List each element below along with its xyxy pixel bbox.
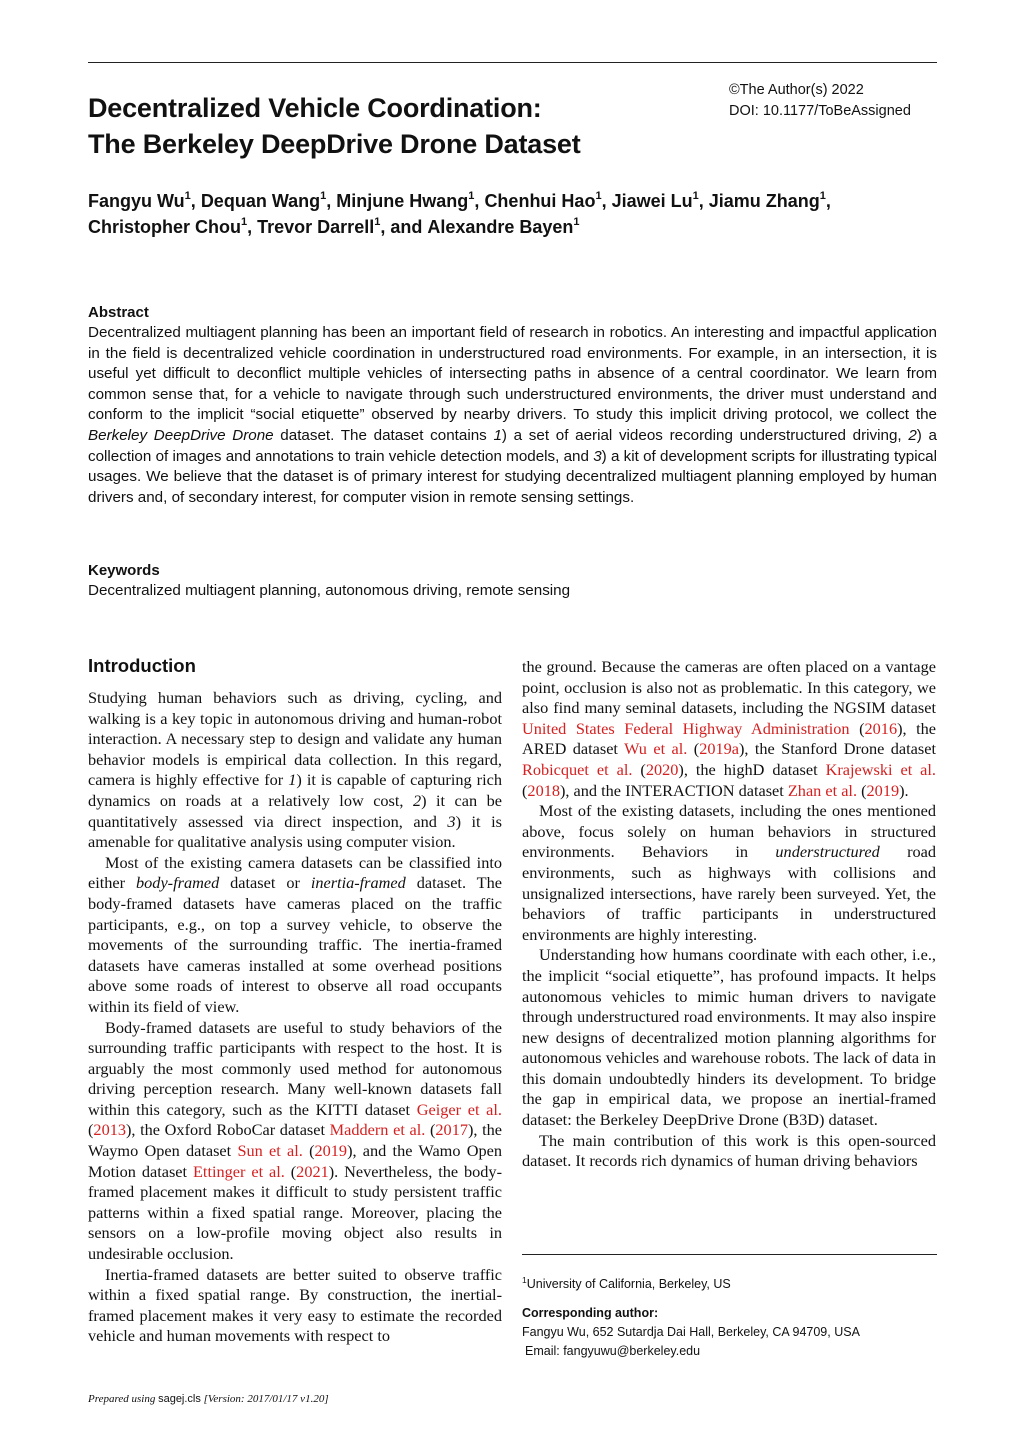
doi-text: DOI: 10.1177/ToBeAssigned [729, 103, 911, 119]
citation-year-link[interactable]: 2016 [864, 718, 898, 738]
citation-year-link[interactable]: 2017 [435, 1120, 468, 1140]
citation-link[interactable]: Krajewski et al. [825, 759, 937, 779]
paragraph: Body-framed datasets are useful to study behaviors of the surrounding traffic participants with respect to the host. It is arguably the most commonly used method for autonomous driving perception research. Many well-known datasets fall within this category, such as the KITTI dataset Geiger et al. (2013), the Oxford RoboCar dataset Maddern et al. (2017), the Waymo Open dataset Sun et al. (2019), and the Wamo Open Motion dataset Ettinger et al. (2021). Nevertheless, the body-framed placement makes it difficult to study persistent traffic patterns within a fixed spatial range. Moreover, placing the sensors on a low-profile moving object also results in undesirable occlusion. [88, 1017, 503, 1264]
right-column [522, 657, 936, 1172]
citation-year-link[interactable]: 2020 [645, 759, 679, 779]
abstract-heading: Abstract [88, 304, 149, 321]
paragraph: Understanding how humans coordinate with each other, i.e., the implicit “social etiquette”, has profound impacts. It helps autonomous vehicles to mimic human drivers to navigate through understructured road environments. It may also inspire new designs of decentralized motion planning algorithms for autonomous vehicles and warehouse robots. The lack of data in this domain undoubtedly hinders its development. To bridge the gap in empirical data, we propose an inertial-framed dataset: the Berkeley DeepDrive Drone (B3D) dataset. [522, 945, 936, 1130]
paragraph: Most of the existing datasets, including the ones mentioned above, focus solely on human behaviors in structured environments. Behaviors in understructured road environments, such as highways with collisions and unsignalized intersections, have rarely been surveyed. Yet, the behaviors of traffic participants in understructured environments are highly interesting. [522, 801, 936, 944]
paragraph: The main contribution of this work is this open-sourced dataset. It records rich dynamics of human driving behaviors [522, 1130, 936, 1171]
citation-year-link[interactable]: 2013 [93, 1120, 126, 1140]
author: Dequan Wang$^1$, [200, 190, 337, 211]
paper-title [88, 90, 708, 162]
citation-link[interactable]: Robicquet et al. [522, 759, 633, 779]
citation-link[interactable]: Sun et al. [237, 1141, 303, 1161]
paragraph: Most of the existing camera datasets can be classified into either body-framed dataset or inertia-framed dataset. The body-framed datasets have cameras placed on the traffic participants, e.g., on top a survey vehicle, to observe the movements of the surrounding traffic. The inertia-framed datasets have cameras installed at some overhead positions above some roads of interest to observe all road occupants within its field of view. [88, 852, 502, 1016]
keywords-text: Decentralized multiagent planning, autonomous driving, remote sensing [88, 582, 571, 599]
author: Alexandre Bayen$^1$ [427, 216, 580, 237]
title-line-1: Decentralized Vehicle Coordination: [88, 93, 542, 123]
author: Jiamu Zhang$^1$, [708, 190, 831, 211]
author: Christopher Chou$^1$, [88, 216, 258, 237]
keywords-heading: Keywords [88, 562, 160, 579]
author-list [88, 188, 948, 240]
corresponding-address: Fangyu Wu, 652 Sutardja Dai Hall, Berkeley, CA 94709, USA [522, 1325, 860, 1339]
citation-year-link[interactable]: 2018 [527, 780, 560, 800]
paragraph: Studying human behaviors such as driving, cycling, and walking is a key topic in autonomous driving and human-robot interaction. A necessary step to design and validate any human behavior models is empirical data collection. In this regard, camera is highly effective for 1) it is capable of capturing rich dynamics on roads at a relatively low cost, 2) it can be quantitatively assessed via direct inspection, and 3) it is amenable for qualitative analysis using computer vision. [88, 688, 503, 852]
affiliation-footnote: $^1$University of California, Berkeley, US [522, 1275, 731, 1292]
citation-year-link[interactable]: 2019 [866, 780, 900, 800]
copyright-block [729, 80, 911, 122]
copyright-text: ©The Author(s) 2022 [729, 82, 864, 98]
corresponding-author-block [522, 1304, 942, 1361]
author: Chenhui Hao$^1$, [484, 190, 612, 211]
paragraph: Inertia-framed datasets are better suited to observe traffic within a fixed spatial range. By construction, the inertial-framed placement makes it very easy to estimate the recorded vehicle and human movements with respect to [88, 1264, 502, 1346]
corresponding-heading: Corresponding author: [522, 1306, 659, 1320]
citation-year-link[interactable]: 2021 [296, 1161, 329, 1181]
author: Jiawei Lu$^1$, [611, 190, 709, 211]
citation-link[interactable]: Maddern et al. [329, 1120, 426, 1140]
paragraph: the ground. Because the cameras are often placed on a vantage point, occlusion is also not as problematic. In this category, we also find many seminal datasets, including the NGSIM dataset United States Federal Highway Administration (2016), the ARED dataset Wu et al. (2019a), the Stanford Drone dataset Robicquet et al. (2020), the highD dataset Krajewski et al. (2018), and the INTERACTION dataset Zhan et al. (2019). [522, 657, 937, 800]
author: Minjune Hwang$^1$, [336, 190, 485, 211]
introduction-heading: Introduction [88, 655, 196, 676]
citation-link[interactable]: Zhan et al. [787, 780, 858, 800]
abstract-text: Decentralized multiagent planning has been an important field of research in robotics. An interesting and impactful application in the field is decentralized vehicle coordination in understructured road environments. For example, in an intersection, it is useful yet difficult to deconflict multiple vehicles of intersecting paths in absence of a central coordinator. We learn from common sense that, for a vehicle to navigate through such understructured environments, the driver must understand and conform to the implicit “social etiquette” observed by nearby drivers. To study this implicit driving protocol, we collect the Berkeley DeepDrive Drone dataset. The dataset contains 1) a set of aerial videos recording understructured driving, 2) a collection of images and annotations to train vehicle detection models, and 3) a kit of development scripts for illustrating typical usages. We believe that the dataset is of primary interest for studying decentralized multiagent planning employed by human drivers and, of secondary interest, for computer vision in remote sensing settings. [88, 324, 937, 506]
left-column [88, 654, 502, 1347]
title-line-2: The Berkeley DeepDrive Drone Dataset [88, 129, 581, 159]
citation-year-link[interactable]: 2019a [699, 739, 739, 759]
citation-year-link[interactable]: 2019 [314, 1141, 348, 1161]
header-rule [88, 62, 937, 63]
footnote-rule [522, 1254, 937, 1255]
abstract-section [88, 303, 937, 508]
keywords-section [88, 561, 937, 602]
prepared-using-footer: Prepared using sagej.cls [Version: 2017/01/17 v1.20] [88, 1393, 329, 1405]
citation-link[interactable]: Wu et al. [624, 739, 688, 759]
citation-link[interactable]: United States Federal Highway Administration [522, 718, 850, 738]
citation-link[interactable]: Ettinger et al. [192, 1161, 285, 1181]
author: Fangyu Wu$^1$, [88, 190, 201, 211]
corresponding-email[interactable]: Email: fangyuwu@berkeley.edu [525, 1344, 701, 1358]
author: Trevor Darrell$^1$, and [257, 216, 428, 237]
citation-link[interactable]: Geiger et al. [416, 1099, 502, 1119]
